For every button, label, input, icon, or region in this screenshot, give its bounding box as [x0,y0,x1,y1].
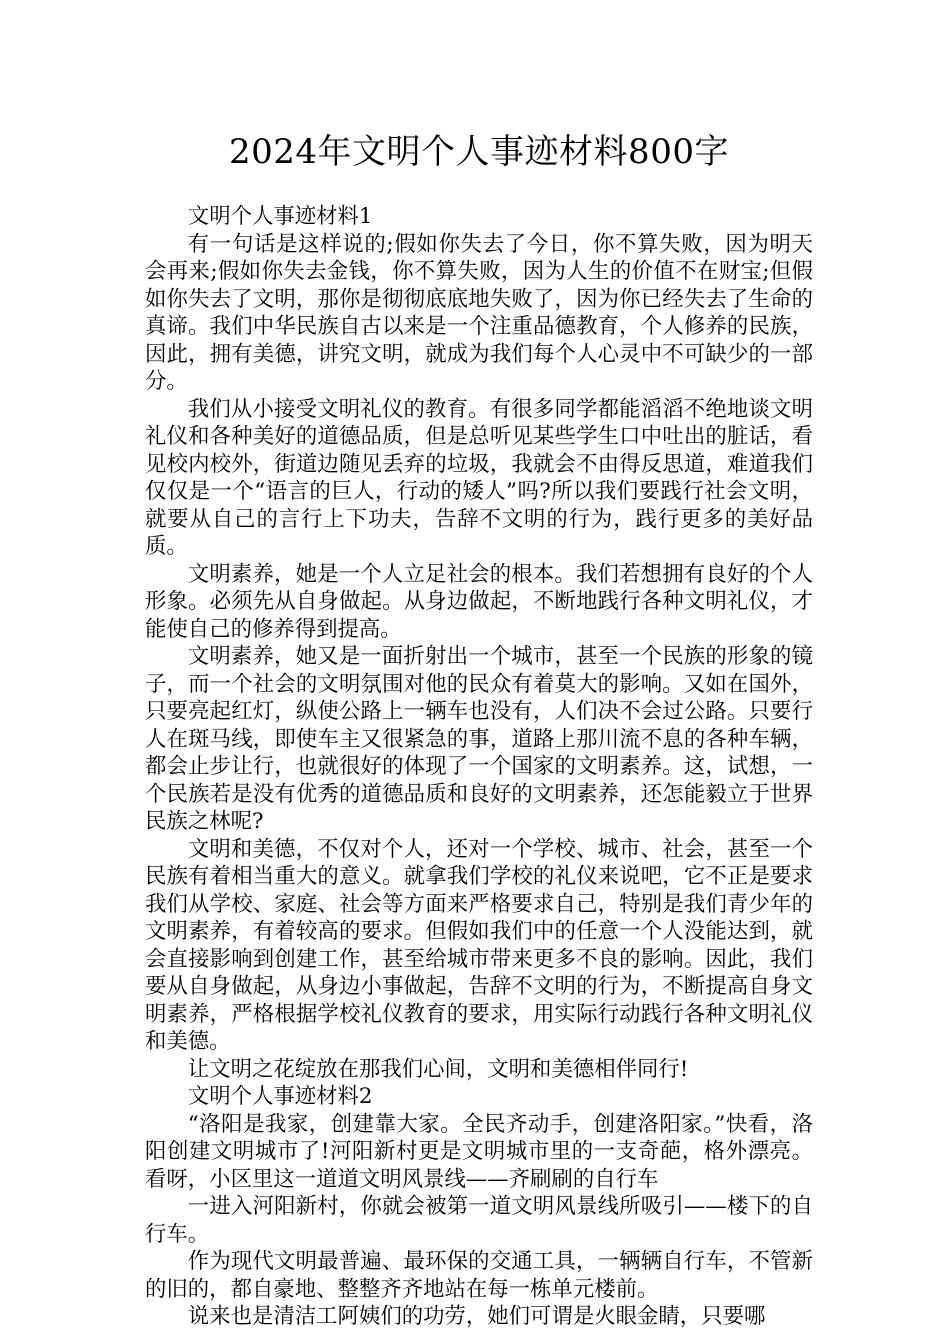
body-paragraph: “洛阳是我家，创建靠大家。全民齐动手，创建洛阳家。”快看，洛阳创建文明城市了!河阳新村更是文明城市里的一支奇葩，格外漂亮。看呀，小区里这一道道文明风景线——齐刷刷的自行车 [145,1111,813,1192]
body-paragraph: 文明和美德，不仅对个人，还对一个学校、城市、社会，甚至一个民族有着相当重大的意义。就拿我们学校的礼仪来说吧，它不正是要求我们从学校、家庭、社会等方面来严格要求自己，特别是我们青少年的文明素养，有着较高的要求。但假如我们中的任意一个人没能达到，就会直接影响到创建工作，甚至给城市带来更多不良的影响。因此，我们要从自身做起，从身边小事做起，告辞不文明的行为，不断提高自身文明素养，严格根据学校礼仪教育的要求，用实际行动践行各种文明礼仪和美德。 [145,836,813,1054]
body-paragraph: 说来也是清洁工阿姨们的功劳，她们可谓是火眼金睛，只要哪 [187,1304,766,1329]
document-page [145,128,813,1331]
body-paragraph: 作为现代文明最普遍、最环保的交通工具，一辆辆自行车，不管新的旧的，都自豪地、整整齐齐地站在每一栋单元楼前。 [145,1249,813,1302]
section-heading: 文明个人事迹材料2 [187,1084,373,1109]
body-paragraph: 文明素养，她又是一面折射出一个城市，甚至一个民族的形象的镜子，而一个社会的文明氛围对他的民众有着莫大的影响。又如在国外，只要亮起红灯，纵使公路上一辆车也没有，人们决不会过公路。只要行人在斑马线，即使车主又很紧急的事，道路上那川流不息的各种车辆，都会止步让行，也就很好的体现了一个国家的文明素养。这，试想，一个民族若是没有优秀的道德品质和良好的文明素养，还怎能毅立于世界民族之林呢? [145,644,813,834]
body-paragraph: 文明素养，她是一个人立足社会的根本。我们若想拥有良好的个人形象。必须先从自身做起。从身边做起，不断地践行各种文明礼仪，才能使自己的修养得到提高。 [145,561,813,642]
document-title: 2024年文明个人事迹材料800字 [229,132,729,172]
section-heading: 文明个人事迹材料1 [187,204,373,229]
body-paragraph: 有一句话是这样说的;假如你失去了今日，你不算失败，因为明天会再来;假如你失去金钱，你不算失败，因为人生的价值不在财宝;但假如你失去了文明，那你是彻彻底底地失败了，因为你已经失去了生命的真谛。我们中华民族自古以来是一个注重品德教育，个人修养的民族，因此，拥有美德，讲究文明，就成为我们每个人心灵中不可缺少的一部分。 [145,231,813,394]
body-paragraph: 让文明之花绽放在那我们心间，文明和美德相伴同行! [187,1056,689,1082]
body-paragraph: 我们从小接受文明礼仪的教育。有很多同学都能滔滔不绝地谈文明礼仪和各种美好的道德品质，但是总听见某些学生口中吐出的脏话，看见校内校外，街道边随见丢弃的垃圾，我就会不由得反思道，难道我们仅仅是一个“语言的巨人，行动的矮人”吗?所以我们要践行社会文明，就要从自己的言行上下功夫，告辞不文明的行为，践行更多的美好品质。 [145,396,813,559]
body-paragraph: 一进入河阳新村，你就会被第一道文明风景线所吸引——楼下的自行车。 [145,1194,813,1247]
